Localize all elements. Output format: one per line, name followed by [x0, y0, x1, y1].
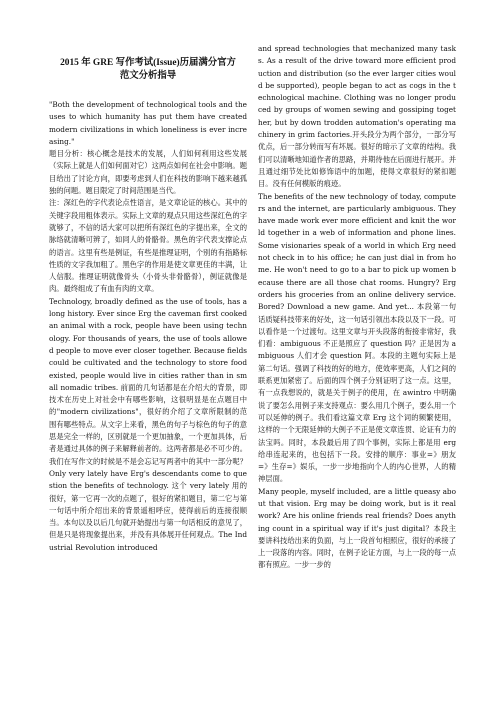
issue-prompt: "Both the development of technological tools and the uses to which humanity has put them have created modern civilizations in which loneliness is ever increasing." [49, 100, 247, 146]
right-column [258, 43, 456, 572]
document-title [49, 57, 247, 83]
essay-paragraph-2: The benefits of the new technology of today, computers and the internet, are particularly ambiguous. They have made work ever more efficient and knit the world together in a web of information and phone lines. Some visionaries speak of a world in which Erg need not check in to his office; he can just dial in from home. He won't need to go to a bar to pick up women because there are all those chat rooms. Hungry? Erg orders his groceries from an online delivery service. Bored? Download a new game. And yet... 本段第一句话质疑科技带来的好处，这一句话引领出本段以及下一段。可以看作是一个过渡句。这里文章与开头段落的衔接非常好，我们看：ambiguous 不正是照应了 question 吗？正是因为 ambiguous 人们才会 question 阿。本段的主题句实际上是第二句话。强调了科技的好的地方，使效率更高，人们之间的联系更加紧密了。后面的四个例子分别证明了这一点。这里，有一点我想说的，就是关于例子的使用，在 awintro 中明确说了要怎么用例子来支持观点：要么用几个例子，要么用一个可以延伸的例子。我们看这篇文章 Erg 这个词的频繁使用，这样的一个无限延伸的大例子不正是使文章连贯、论证有力的法宝吗。同时，本段最后用了四个事例，实际上都是用 erg 给串连起来的，也包括下一段。安排的顺序：事业=》朋友=》生存=》娱乐，一步一步地指向个人的内心世界，人的精神层面。 [258, 191, 456, 484]
title-line-1: 2015 年 GRE 写作考试(Issue)历届满分官方 [60, 58, 236, 68]
essay-paragraph-1: Technology, broadly defined as the use of tools, has a long history. Ever since Erg the caveman first cooked an animal with a rock, people have been using technology. For thousands of years, the use of tools allowed people to move ever closer together. Because fields could be cultivated and the technology to store food existed, people would live in cities rather than in small nomadic tribes. 前面的几句话都是在介绍大的背景，即技术在历史上对社会中有哪些影响，这很明显是在点题目中的"modern civilizations"，很好的介绍了文章所限制的范围有哪些特点。从文字上来看，黑色的句子与棕色的句子的意思是完全一样的，区别就是一个更加抽象，一个更加具体，后者是通过具体的例子来解释前者的。这两者都是必不可少的。我们在写作文的时候是不是会忘记写两者中的其中一部分呢？Only very lately have Erg's descendants come to question the benefits of technology. 这个 very lately 用的很好，第一它再一次的点题了，很好的紧扣题目，第二它与第一句话中所介绍出来的背景遥相呼应，使得前后的连接很顺当。本句以及以后几句就开始提出与第一句话相反的意见了，但是只是将现象提出来，并没有具体展开任何观点。The Industrial Revolution introduced [49, 296, 247, 552]
left-column [49, 57, 247, 554]
title-line-2: 范文分析指导 [119, 71, 177, 81]
topic-analysis: 题目分析：核心概念是技术的发展，人们如何利用这些发展（实际上就是人们如何面对它）这两点如何在社会中影响。题目给出了讨论方向，即要考虑到人们在科技的影响下越来越孤独的问题。题目限定了时间范围是当代。 注：深红色的字代表论点性语言，是文章论证的核心。其中的关键字段用粗体表示。实际上文章的观点只用这些深红色的字就够了，不信的话大家可以把所有深红色的字提出来，全文的脉络就清晰可辨了，如同人的骨骼骨。黑色的字代表支撑论点的语言。这里有些是例证，有些是推理证明，个别的有指路标性质的文字我加粗了。黑色字的作用是使文章更佳的丰满，让人信服。推理证明就像骨头（小骨头非骨骼骨），例证就像是肉。最终组成了有血有肉的文章。 [49, 149, 247, 294]
essay-paragraph-1-continued: and spread technologies that mechanized many tasks. As a result of the drive toward more efficient production and distribution (so the ever larger cities would be supported), people began to act as cogs in the technological machine. Clothing was no longer produced by groups of women sewing and gossiping together, but by down trodden automation's operating machinery in grim factories.开头段分为两个部分，一部分写优点，后一部分转而写有坏展。很好的暗示了文章的结构。我们可以清晰地知道作者的思路，并期待他在后面进行展开。并且通过细节处比如修饰语中的加题，使得文章很好的紧扣题目。没有任何模版的痕迹。 [258, 44, 456, 189]
essay-paragraph-3: Many people, myself included, are a little queasy about that vision. Erg may be doing work, but is it real work? Are his online friends real friends? Does anything count in a spiritual way if it's just digital？本段主要讲科技给出来的负面，与上一段首句相照应，很好的承接了上一段落的内容。同时，在例子论证方面，与上一段的每一点都有照应。一步一步的 [258, 486, 456, 570]
